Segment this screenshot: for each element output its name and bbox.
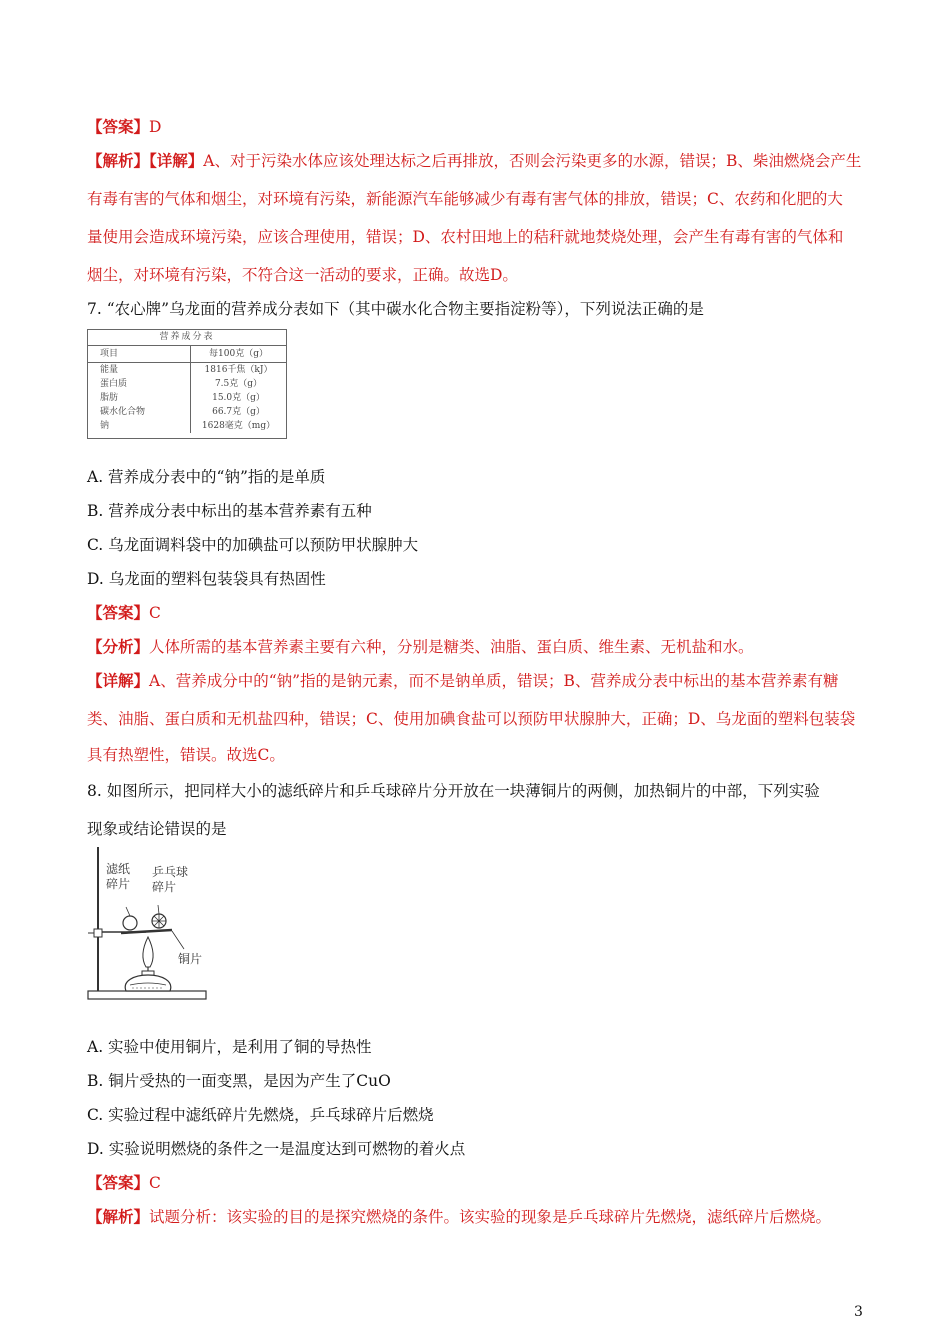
q8-option-a: A. 实验中使用铜片，是利用了铜的导热性 xyxy=(87,1038,372,1056)
fenxi-tag: 【分析】 xyxy=(87,637,150,656)
table-row: 能量 1816千焦（kJ） xyxy=(88,363,286,377)
q7-detail-line: 具有热塑性，错误。故选C。 xyxy=(87,746,285,764)
q7-option-b: B. 营养成分表中标出的基本营养素有五种 xyxy=(87,502,372,520)
label-filter-line2: 碎片 xyxy=(106,877,131,891)
analysis-tag: 【解析】 xyxy=(87,1207,150,1226)
table-row: 碳水化合物 66.7克（g） xyxy=(88,405,286,419)
stand-clamp xyxy=(94,929,102,937)
detail-tag: 【详解】 xyxy=(87,671,150,690)
page-number: 3 xyxy=(854,1304,863,1320)
q8-stem-line: 8. 如图所示，把同样大小的滤纸碎片和乒乓球碎片分开放在一块薄铜片的两侧，加热铜片的中部，下列实验 xyxy=(87,782,820,800)
label-pingpong-line2: 碎片 xyxy=(152,880,177,894)
q7-stem: 7. “农心牌”乌龙面的营养成分表如下（其中碳水化合物主要指淀粉等），下列说法正确的是 xyxy=(87,300,704,318)
q7-option-d: D. 乌龙面的塑料包装袋具有热固性 xyxy=(87,570,326,588)
q6-answer xyxy=(87,117,161,137)
answer-value: C xyxy=(149,1174,161,1192)
stand-base xyxy=(88,991,206,999)
label-pingpong-line1: 乒乓球 xyxy=(152,865,189,879)
q8-option-c: C. 实验过程中滤纸碎片先燃烧，乒乓球碎片后燃烧 xyxy=(87,1106,434,1124)
q7-option-c: C. 乌龙面调料袋中的加碘盐可以预防甲状腺肿大 xyxy=(87,536,419,554)
nutrition-table xyxy=(87,329,287,439)
q7-fenxi: 【分析】人体所需的基本营养素主要有六种，分别是糖类、油脂、蛋白质、维生素、无机盐和水。 xyxy=(87,637,754,656)
answer-value: C xyxy=(149,604,161,622)
q8-analysis: 【解析】试题分析：该实验的目的是探究燃烧的条件。该实验的现象是乒乓球碎片先燃烧，滤纸碎片后燃烧。 xyxy=(87,1207,832,1226)
q6-analysis-line: 【解析】【详解】A、对于污染水体应该处理达标之后再排放，否则会污染更多的水源，错误；B、柴油燃烧会产生 xyxy=(87,151,862,170)
table-row: 蛋白质 7.5克（g） xyxy=(88,377,286,391)
label-copper: 铜片 xyxy=(178,952,203,966)
analysis-tag: 【解析】【详解】 xyxy=(87,151,204,170)
q8-option-b: B. 铜片受热的一面变黑，是因为产生了CuO xyxy=(87,1072,391,1090)
q7-answer xyxy=(87,603,161,623)
answer-tag: 【答案】 xyxy=(87,117,150,136)
q7-option-a: A. 营养成分表中的“钠”指的是单质 xyxy=(87,468,326,486)
label-filter-line1: 滤纸 xyxy=(106,862,131,876)
q6-analysis-line: 烟尘，对环境有污染，不符合这一活动的要求，正确。故选D。 xyxy=(87,266,518,284)
flame xyxy=(143,937,153,967)
q6-analysis-line: 量使用会造成环境污染，应该合理使用，错误；D、农村田地上的秸秆就地焚烧处理，会产生有毒有害的气体和 xyxy=(87,228,844,246)
q8-stem-line: 现象或结论错误的是 xyxy=(87,820,227,838)
table-header-row: 项目 每100克（g） xyxy=(88,346,286,363)
answer-tag: 【答案】 xyxy=(87,603,150,622)
answer-tag: 【答案】 xyxy=(87,1173,150,1192)
q7-detail-line: 【详解】A、营养成分中的“钠”指的是钠元素，而不是钠单质，错误；B、营养成分表中标出的基本营养素有糖 xyxy=(87,671,839,690)
filter-paper-piece xyxy=(123,916,137,930)
table-row: 钠 1628毫克（mg） xyxy=(88,419,286,433)
table-row: 脂肪 15.0克（g） xyxy=(88,391,286,405)
answer-value: D xyxy=(149,118,162,136)
q8-answer xyxy=(87,1173,161,1193)
q7-detail-line: 类、油脂、蛋白质和无机盐四种，错误；C、使用加碘食盐可以预防甲状腺肿大，正确；D、乌龙面的塑料包装袋 xyxy=(87,710,856,728)
experiment-figure xyxy=(86,845,216,1005)
q6-analysis-line: 有毒有害的气体和烟尘，对环境有污染，新能源汽车能够减少有毒有害气体的排放，错误；C、农药和化肥的大 xyxy=(87,190,843,208)
q8-option-d: D. 实验说明燃烧的条件之一是温度达到可燃物的着火点 xyxy=(87,1140,466,1158)
table-caption: 营养成分表 xyxy=(88,330,286,346)
